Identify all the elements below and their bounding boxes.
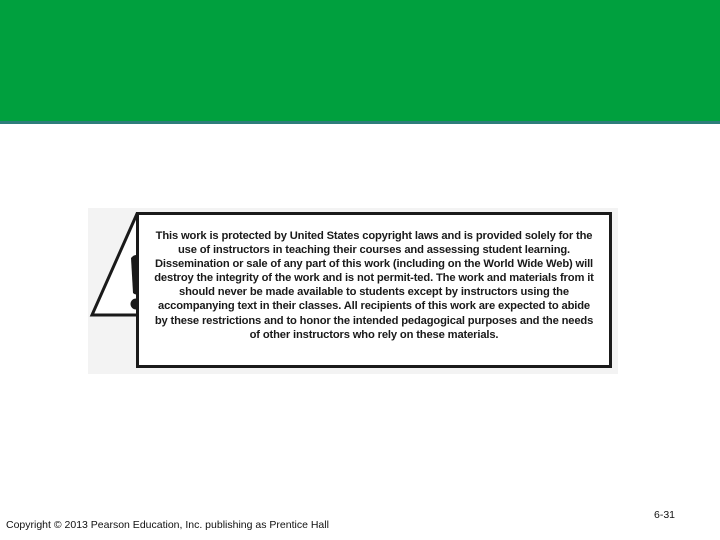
slide-number: 6-31: [654, 509, 676, 521]
header-band: [0, 0, 720, 121]
header-divider: [0, 121, 720, 124]
copyright-notice-text: This work is protected by United States copyright laws and is provided solely for the use of instructors in teaching their courses and assessing student learning. Dissemination or sale of any part of this work (including on the World Wide Web) will destroy the integrity of the work and is not permit-ted. The work and materials from it should never be made available to students except by instructors using the accompanying text in their classes. All recipients of this work are expected to abide by these restrictions and to honor the intended pedagogical purposes and the needs of other instructors who rely on these materials.: [154, 230, 594, 341]
copyright-notice-box: [136, 212, 612, 368]
footer-copyright: Copyright © 2013 Pearson Education, Inc. publishing as Prentice Hall: [6, 519, 329, 531]
